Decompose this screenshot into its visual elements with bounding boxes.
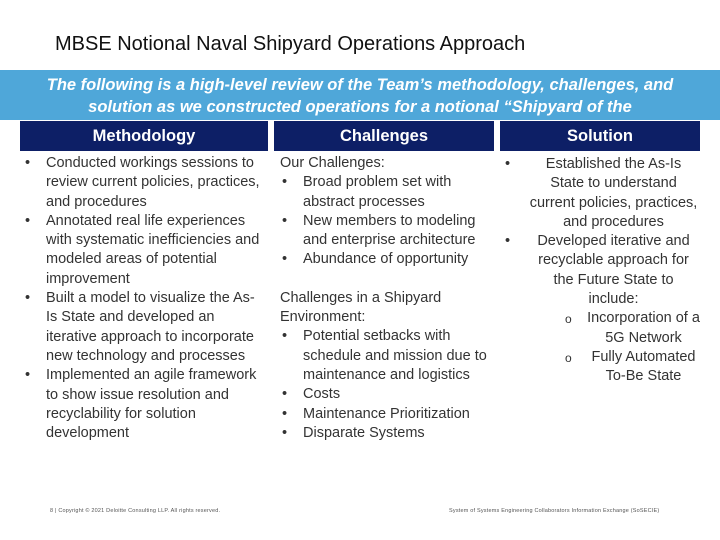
methodology-list (23, 154, 265, 443)
slide-title: MBSE Notional Naval Shipyard Operations Approach (55, 33, 526, 55)
challenge-item: • Disparate Systems (280, 424, 498, 443)
challenge-item: • Abundance of opportunity (280, 250, 498, 269)
solution-subitem: o Incorporation of a 5G Network (563, 309, 700, 348)
solution-list (503, 155, 700, 387)
methodology-heading: Methodology (20, 121, 268, 151)
challenges-heading: Challenges (274, 121, 494, 151)
footer-organization: System of Systems Engineering Collaborators Information Exchange (SoSECIE) (449, 508, 660, 514)
spacer (280, 270, 498, 289)
shipyard-challenges-intro: Challenges in a Shipyard Environment: (280, 289, 442, 326)
shipyard-challenges-list (280, 327, 498, 443)
challenge-item: • Potential setbacks with schedule and mission due to maintenance and logistics (280, 327, 498, 385)
solution-item (503, 232, 700, 386)
methodology-item: • Annotated real life experiences with systematic inefficiencies and modeled areas of potential improvement (23, 212, 265, 289)
methodology-item: • Implemented an agile framework to show issue resolution and recyclability for solution development (23, 366, 265, 443)
methodology-item: • Built a model to visualize the As-Is State and developed an iterative approach to incorporate new technology and processes (23, 289, 265, 366)
challenges-column (280, 154, 498, 443)
footer-copyright: 8 | Copyright © 2021 Deloitte Consulting LLP. All rights reserved. (50, 508, 221, 514)
solution-sublist (563, 309, 700, 386)
challenge-item: • New members to modeling and enterprise architecture (280, 212, 498, 251)
challenge-item: • Costs (280, 385, 498, 404)
solution-item: • Established the As-Is State to understand current policies, practices, and procedures (503, 155, 700, 232)
methodology-item: • Conducted workings sessions to review current policies, practices, and procedures (23, 154, 265, 212)
solution-subitem: o Fully Automated To-Be State (563, 348, 700, 387)
challenge-item: • Maintenance Prioritization (280, 405, 498, 424)
intro-banner: The following is a high-level review of the Team’s methodology, challenges, and solution as we constructed operations for a notional “Shipyard of the (0, 70, 720, 120)
solution-item-text: Developed iterative and recyclable approach for the Future State to include: (537, 233, 690, 308)
methodology-column (23, 154, 265, 443)
challenges-list (280, 173, 498, 269)
challenge-item: • Broad problem set with abstract processes (280, 173, 498, 212)
solution-column (503, 155, 700, 387)
challenges-intro: Our Challenges: (280, 155, 385, 171)
solution-heading: Solution (500, 121, 700, 151)
